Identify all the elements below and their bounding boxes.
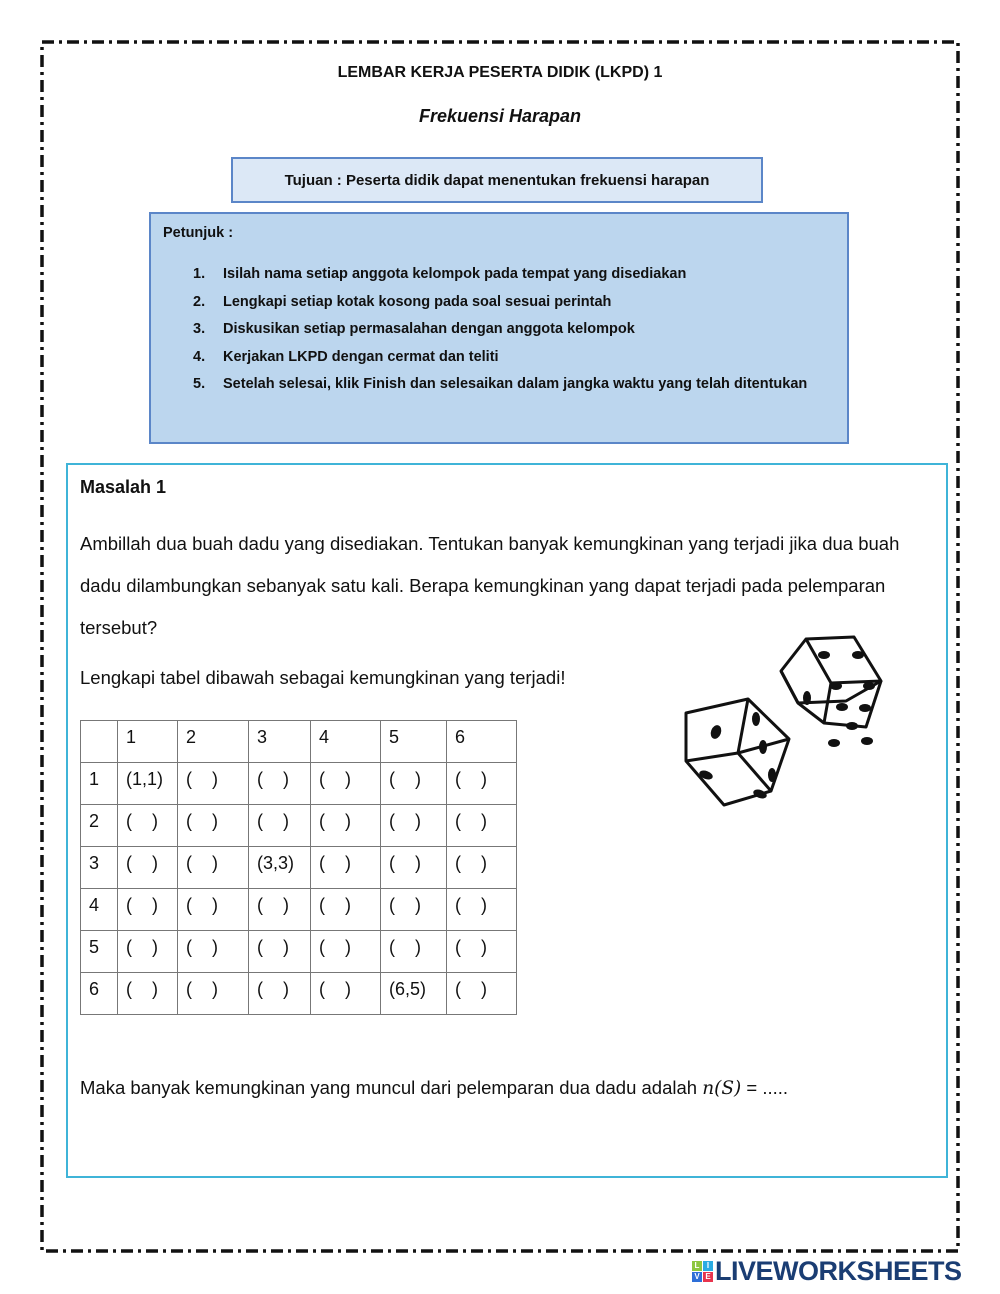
instructions-title: Petunjuk :: [163, 225, 234, 241]
instruction-text: Kerjakan LKPD dengan cermat dan teliti: [223, 348, 499, 365]
answer-cell[interactable]: ( ): [381, 763, 447, 805]
answer-cell[interactable]: ( ): [447, 973, 517, 1015]
answer-cell[interactable]: ( ): [178, 847, 249, 889]
logo-blocks-icon: [692, 1261, 713, 1282]
column-header: 5: [381, 721, 447, 763]
answer-cell[interactable]: ( ): [118, 889, 178, 931]
answer-cell[interactable]: ( ): [381, 847, 447, 889]
answer-cell[interactable]: ( ): [381, 805, 447, 847]
column-header: 1: [118, 721, 178, 763]
page-subtitle: Frekuensi Harapan: [418, 106, 582, 126]
answer-cell[interactable]: ( ): [249, 931, 311, 973]
goal-text: Tujuan : Peserta didik dapat menentukan frekuensi harapan: [284, 171, 710, 189]
answer-cell[interactable]: ( ): [178, 805, 249, 847]
instruction-text: Setelah selesai, klik Finish dan selesaikan dalam jangka waktu yang telah ditentukan: [223, 376, 808, 392]
instruction-item: [193, 316, 837, 344]
answer-cell[interactable]: ( ): [178, 973, 249, 1015]
outcome-table: [80, 720, 517, 1015]
table-header-row: [81, 721, 517, 763]
conclusion-prefix: Maka banyak kemungkinan yang muncul dari pelemparan dua dadu adalah: [80, 1077, 703, 1098]
column-header: 4: [311, 721, 381, 763]
answer-cell[interactable]: ( ): [311, 763, 381, 805]
sample-space-notation: n(S): [702, 1078, 742, 1099]
row-header: 5: [81, 931, 118, 973]
answer-cell[interactable]: ( ): [118, 847, 178, 889]
answer-cell[interactable]: ( ): [311, 973, 381, 1015]
answer-cell[interactable]: ( ): [178, 931, 249, 973]
table-row: [81, 763, 517, 805]
instruction-number: 2.: [193, 293, 206, 310]
two-dice-icon: [676, 631, 896, 811]
column-header: 3: [249, 721, 311, 763]
answer-cell[interactable]: ( ): [447, 805, 517, 847]
conclusion-answer-blank[interactable]: = .....: [741, 1077, 789, 1098]
column-header: [81, 721, 118, 763]
instruction-text: Diskusikan setiap permasalahan dengan anggota kelompok: [223, 321, 635, 337]
problem-title: Masalah 1: [80, 477, 167, 497]
liveworksheets-logo: [692, 1256, 962, 1287]
answer-cell[interactable]: ( ): [311, 889, 381, 931]
table-row: [81, 889, 517, 931]
row-header: 1: [81, 763, 118, 805]
answer-cell[interactable]: ( ): [178, 889, 249, 931]
answer-cell[interactable]: ( ): [311, 931, 381, 973]
logo-text: LIVEWORKSHEETS: [715, 1256, 962, 1286]
answer-cell[interactable]: ( ): [447, 763, 517, 805]
instructions-box: [149, 212, 849, 444]
table-row: [81, 805, 517, 847]
logo-block: V: [692, 1272, 702, 1282]
answer-cell[interactable]: ( ): [118, 805, 178, 847]
instruction-number: 5.: [193, 376, 206, 392]
answer-cell[interactable]: ( ): [447, 847, 517, 889]
answer-cell[interactable]: ( ): [249, 889, 311, 931]
instruction-item: [193, 261, 837, 289]
answer-cell[interactable]: ( ): [381, 931, 447, 973]
answer-cell[interactable]: ( ): [118, 973, 178, 1015]
answer-cell[interactable]: ( ): [311, 847, 381, 889]
answer-cell[interactable]: ( ): [178, 763, 249, 805]
given-cell: (6,5): [381, 973, 447, 1015]
given-cell: (3,3): [249, 847, 311, 889]
column-header: 6: [447, 721, 517, 763]
row-header: 4: [81, 889, 118, 931]
problem-box: [66, 463, 948, 1178]
logo-block: E: [703, 1272, 713, 1282]
instruction-number: 4.: [193, 348, 206, 365]
page-title: LEMBAR KERJA PESERTA DIDIK (LKPD) 1: [337, 64, 663, 81]
logo-block: I: [703, 1261, 713, 1271]
goal-box: [231, 157, 763, 203]
answer-cell[interactable]: ( ): [447, 931, 517, 973]
answer-cell[interactable]: ( ): [381, 889, 447, 931]
given-cell: (1,1): [118, 763, 178, 805]
table-row: [81, 973, 517, 1015]
instruction-text: Isilah nama setiap anggota kelompok pada tempat yang disediakan: [223, 266, 687, 282]
answer-cell[interactable]: ( ): [249, 973, 311, 1015]
instruction-number: 3.: [193, 321, 206, 337]
instruction-number: 1.: [193, 266, 206, 282]
table-row: [81, 931, 517, 973]
instructions-list: [193, 261, 837, 399]
answer-cell[interactable]: ( ): [249, 763, 311, 805]
instruction-item: [193, 344, 837, 372]
problem-text: Ambillah dua buah dadu yang disediakan. Tentukan banyak kemungkinan yang terjadi jika dua buah dadu dilambungkan sebanyak satu kali. Berapa kemungkinan yang dapat terjadi pada pelemparan tersebut?: [80, 533, 900, 638]
column-header: 2: [178, 721, 249, 763]
conclusion-text: [80, 1077, 788, 1099]
answer-cell[interactable]: ( ): [311, 805, 381, 847]
answer-cell[interactable]: ( ): [118, 931, 178, 973]
instruction-item: [193, 371, 837, 399]
row-header: 3: [81, 847, 118, 889]
instruction-text: Lengkapi setiap kotak kosong pada soal sesuai perintah: [223, 293, 612, 310]
row-header: 6: [81, 973, 118, 1015]
logo-block: L: [692, 1261, 702, 1271]
instruction-item: [193, 289, 837, 317]
table-instruction: Lengkapi tabel dibawah sebagai kemungkinan yang terjadi!: [80, 667, 566, 688]
row-header: 2: [81, 805, 118, 847]
answer-cell[interactable]: ( ): [249, 805, 311, 847]
table-row: [81, 847, 517, 889]
answer-cell[interactable]: ( ): [447, 889, 517, 931]
